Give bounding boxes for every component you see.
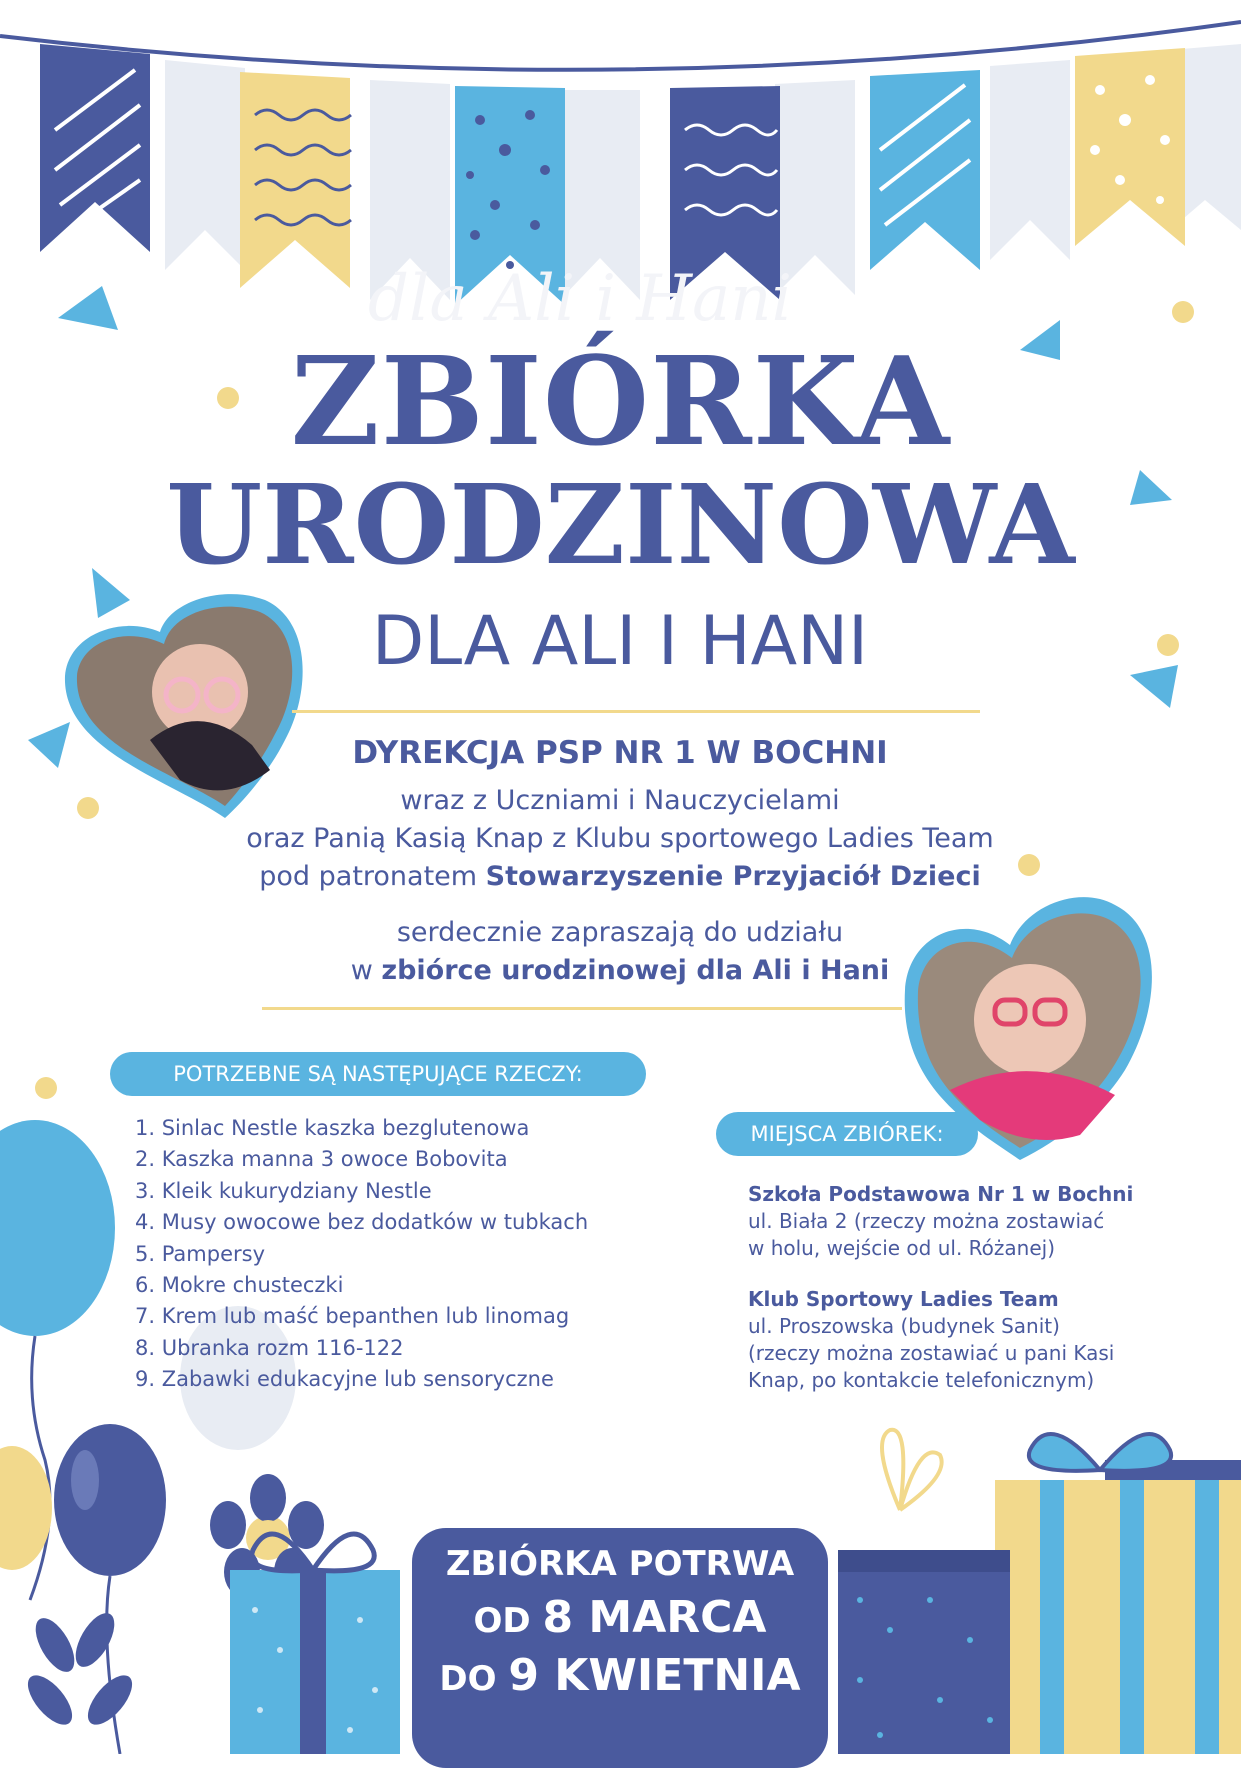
title-line2: URODZINOWA bbox=[166, 460, 1075, 589]
location-club-line3: Knap, po kontakcie telefonicznym) bbox=[748, 1368, 1095, 1392]
organizer-line2: oraz Panią Kasią Knap z Klubu sportowego Ladies Team bbox=[246, 823, 994, 854]
duration-line2 bbox=[412, 1592, 828, 1643]
duration-box bbox=[412, 1528, 828, 1768]
location-school-line1: ul. Biała 2 (rzeczy można zostawiać bbox=[748, 1209, 1105, 1233]
invite-prefix: w bbox=[350, 955, 382, 986]
leaves bbox=[20, 1607, 140, 1732]
duration-from-prefix: OD bbox=[473, 1601, 543, 1641]
invite-line1: serdecznie zapraszają do udziału bbox=[396, 917, 844, 948]
location-club-line2: (rzeczy można zostawiać u pani Kasi bbox=[748, 1341, 1115, 1365]
location-club-line1: ul. Proszowska (budynek Sanit) bbox=[748, 1314, 1060, 1338]
location-club bbox=[748, 1286, 1148, 1394]
duration-line3 bbox=[412, 1650, 828, 1701]
invite-bold: zbiórce urodzinowej dla Ali i Hani bbox=[381, 955, 890, 986]
locations-heading: MIEJSCA ZBIÓREK: bbox=[716, 1112, 978, 1156]
needs-list bbox=[135, 1113, 588, 1396]
list-item: 6. Mokre chusteczki bbox=[135, 1273, 344, 1298]
list-item: 9. Zabawki edukacyjne lub sensoryczne bbox=[135, 1367, 554, 1392]
divider-top bbox=[292, 710, 980, 713]
subtitle: DLA ALI I HANI bbox=[371, 602, 869, 681]
list-item: 5. Pampersy bbox=[135, 1241, 266, 1266]
list-item: 7. Krem lub maść bepanthen lub linomag bbox=[135, 1304, 570, 1329]
location-school-name: Szkoła Podstawowa Nr 1 w Bochni bbox=[748, 1182, 1134, 1206]
gifts-right bbox=[838, 1430, 1241, 1754]
organizer-line1: wraz z Uczniami i Nauczycielami bbox=[400, 785, 840, 816]
organizer-line3 bbox=[150, 861, 1090, 892]
duration-from-date: 8 MARCA bbox=[542, 1592, 767, 1643]
list-item: 3. Kleik kukurydziany Nestle bbox=[135, 1178, 432, 1203]
duration-line1: ZBIÓRKA POTRWA bbox=[445, 1544, 795, 1584]
patronage-prefix: pod patronatem bbox=[259, 861, 486, 892]
divider-bottom bbox=[262, 1007, 902, 1010]
duration-to-prefix: DO bbox=[439, 1659, 509, 1699]
needs-heading: POTRZEBNE SĄ NASTĘPUJĄCE RZECZY: bbox=[110, 1052, 646, 1096]
list-item: 8. Ubranka rozm 116-122 bbox=[135, 1335, 404, 1360]
title-line1: ZBIÓRKA bbox=[290, 329, 951, 473]
invite-line2 bbox=[250, 955, 990, 986]
location-club-name: Klub Sportowy Ladies Team bbox=[748, 1287, 1059, 1311]
list-item: 4. Musy owocowe bez dodatków w tubkach bbox=[135, 1210, 589, 1235]
location-school bbox=[748, 1181, 1148, 1262]
duration-to-date: 9 KWIETNIA bbox=[508, 1650, 801, 1701]
list-item: 2. Kaszka manna 3 owoce Bobovita bbox=[135, 1147, 508, 1172]
watermark: dla Ali i Hani bbox=[368, 262, 792, 336]
patronage-name: Stowarzyszenie Przyjaciół Dzieci bbox=[485, 861, 981, 892]
location-school-line2: w holu, wejście od ul. Różanej) bbox=[748, 1236, 1055, 1260]
organizer-heading: DYREKCJA PSP NR 1 W BOCHNI bbox=[352, 735, 888, 771]
list-item: 1. Sinlac Nestle kaszka bezglutenowa bbox=[135, 1116, 530, 1140]
